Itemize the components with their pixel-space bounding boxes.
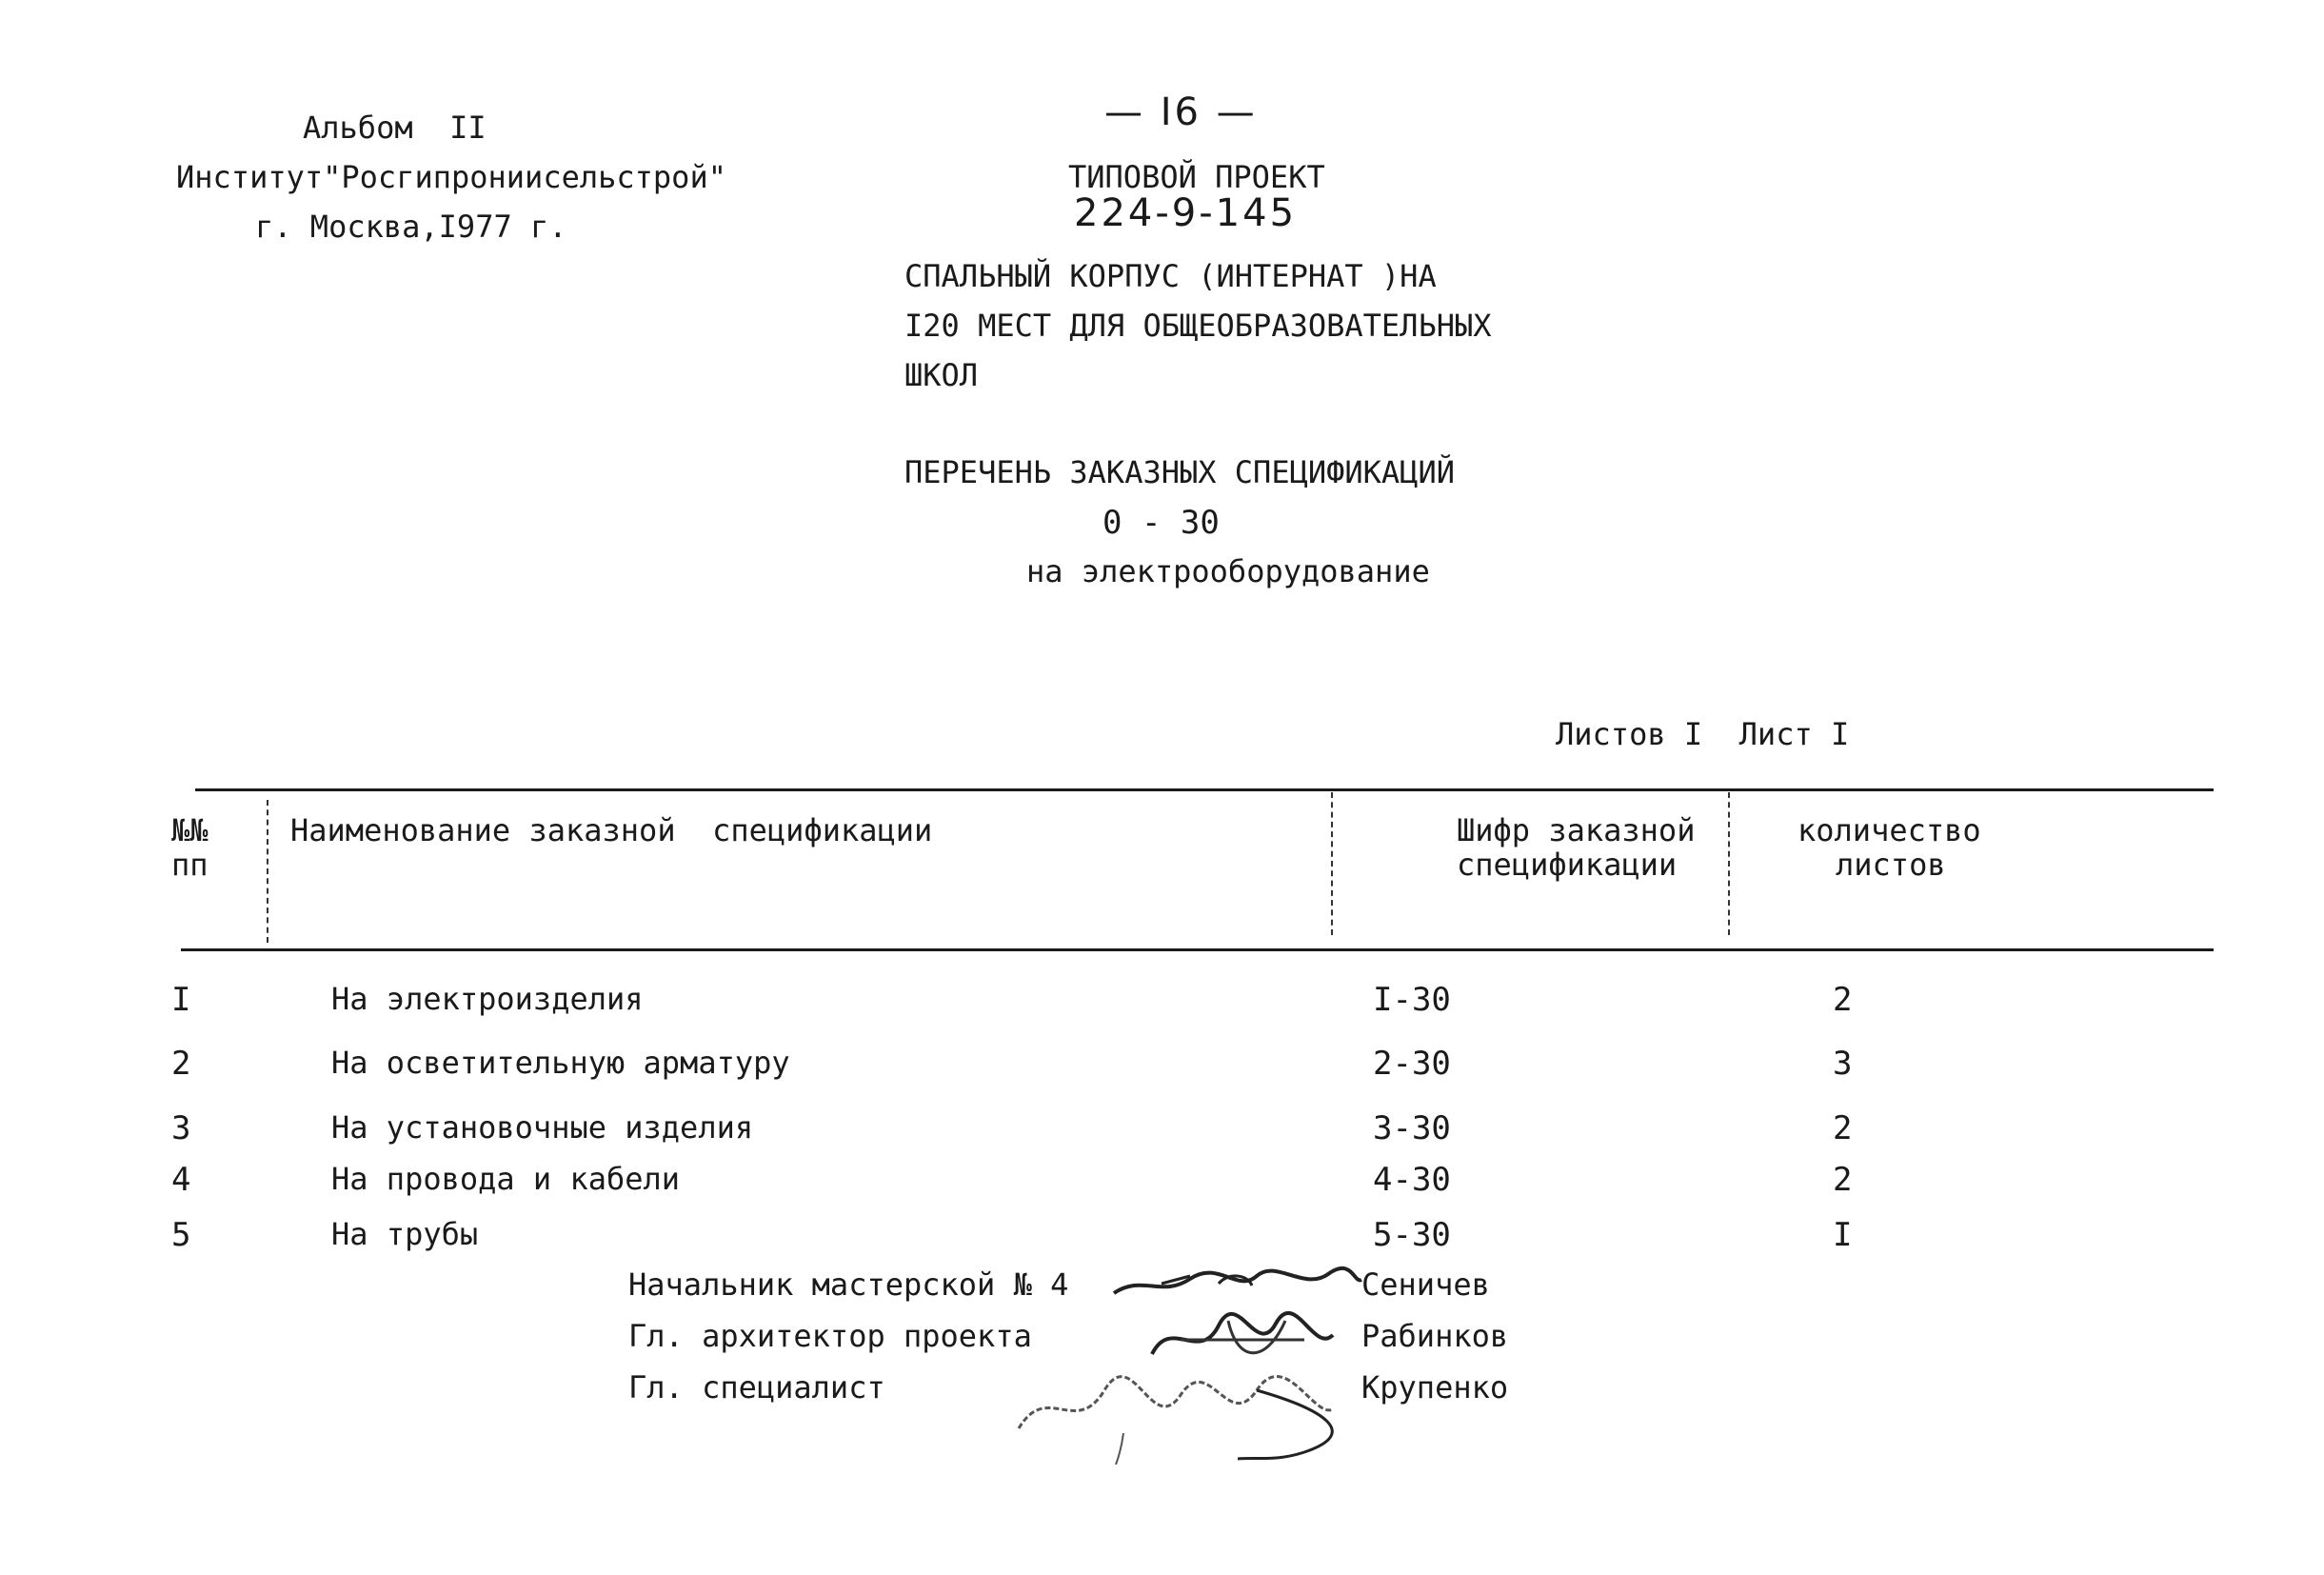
header-name: Наименование заказной спецификации [290, 812, 933, 848]
row-name: На осветительную арматуру [331, 1045, 790, 1081]
row-num: I [171, 981, 191, 1019]
title-line-1: СПАЛЬНЫЙ КОРПУС (ИНТЕРНАТ )НА [904, 258, 1437, 294]
album-label: Альбом II [303, 110, 487, 146]
table-header-rule [181, 948, 2214, 951]
row-count: I [1833, 1216, 1853, 1254]
col-divider-2 [1331, 792, 1333, 935]
city-year: г. Москва,I977 г. [255, 209, 567, 245]
row-code: 3-30 [1373, 1109, 1451, 1147]
col-divider-1 [267, 800, 268, 943]
row-count: 2 [1833, 1161, 1853, 1199]
row-count: 3 [1833, 1045, 1853, 1083]
title-line-2: I20 МЕСТ ДЛЯ ОБЩЕОБРАЗОВАТЕЛЬНЫХ [904, 308, 1492, 344]
signature-role: Гл. архитектор проекта [628, 1318, 1032, 1354]
header-num-1: №№ [171, 812, 209, 848]
row-name: На провода и кабели [331, 1161, 681, 1197]
list-title: ПЕРЕЧЕНЬ ЗАКАЗНЫХ СПЕЦИФИКАЦИЙ [904, 454, 1455, 490]
institute-name: Институт"Росгипрониисельстрой" [176, 159, 726, 195]
row-name: На установочные изделия [331, 1109, 754, 1146]
col-divider-3 [1728, 792, 1730, 935]
row-num: 3 [171, 1109, 191, 1147]
table-top-rule [195, 788, 2214, 791]
header-num-2: пп [171, 847, 209, 883]
header-count-1: количество [1798, 812, 1981, 848]
project-code: 224-9-145 [1074, 191, 1298, 235]
signature-name: Сеничев [1361, 1266, 1490, 1303]
list-code: 0 - 30 [1102, 504, 1220, 542]
project-type: ТИПОВОЙ ПРОЕКТ [1068, 159, 1325, 195]
row-num: 4 [171, 1161, 191, 1199]
row-code: 5-30 [1373, 1216, 1451, 1254]
sheet-count: Листов I Лист I [1556, 716, 1850, 752]
row-count: 2 [1833, 981, 1853, 1019]
signature-role: Гл. специалист [628, 1369, 885, 1406]
header-code-2: спецификации [1457, 847, 1678, 883]
header-code-1: Шифр заказной [1457, 812, 1696, 848]
row-count: 2 [1833, 1109, 1853, 1147]
signature-scribble-1 [1104, 1255, 1371, 1312]
row-code: 4-30 [1373, 1161, 1451, 1199]
row-num: 2 [171, 1045, 191, 1083]
row-code: I-30 [1373, 981, 1451, 1019]
signature-role: Начальник мастерской № 4 [628, 1266, 1069, 1303]
page-number: — I6 — [1104, 90, 1258, 134]
signature-name: Крупенко [1361, 1369, 1509, 1406]
row-name: На трубы [331, 1216, 479, 1252]
row-code: 2-30 [1373, 1045, 1451, 1083]
row-name: На электроизделия [331, 981, 644, 1017]
list-subject: на электрооборудование [1026, 553, 1430, 589]
row-num: 5 [171, 1216, 191, 1254]
signature-name: Рабинков [1361, 1318, 1509, 1354]
signature-scribble-3 [1009, 1352, 1390, 1466]
title-line-3: ШКОЛ [904, 357, 979, 393]
header-count-2: листов [1836, 847, 1946, 883]
